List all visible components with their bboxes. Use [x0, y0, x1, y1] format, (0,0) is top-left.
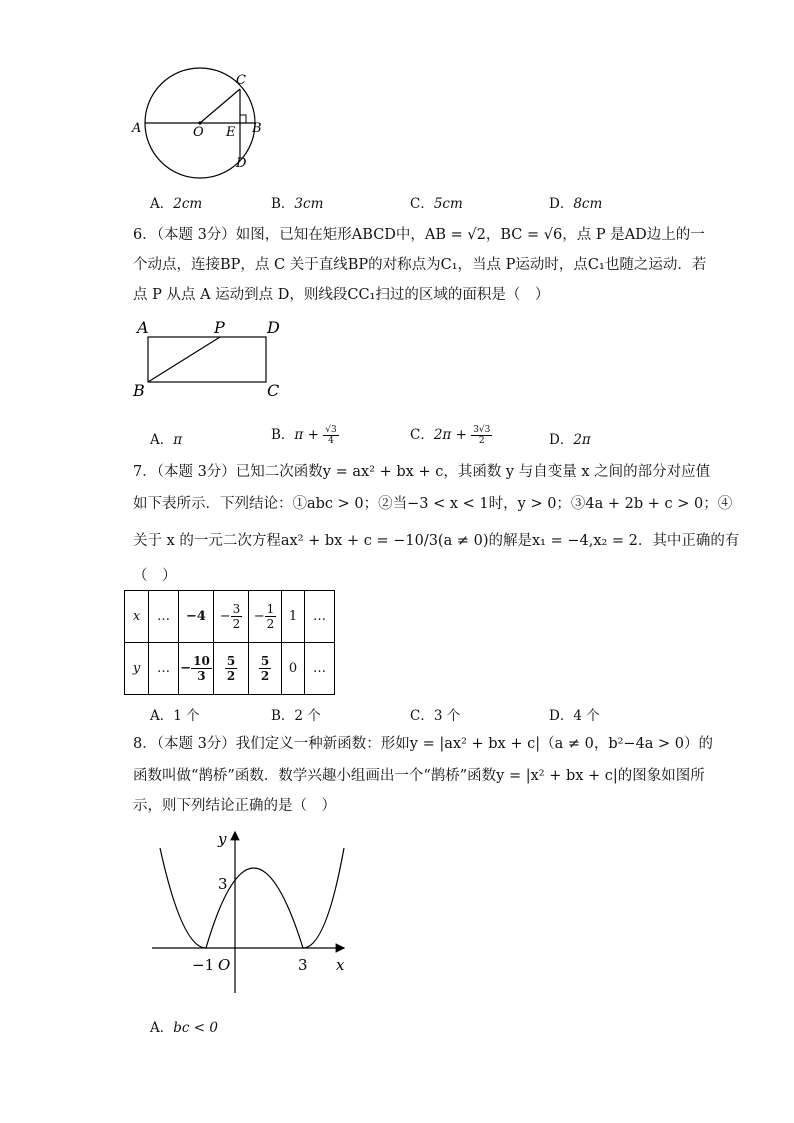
cell: −4 [179, 591, 214, 643]
q7-text-line-4: （ ） [133, 568, 177, 584]
label-c: C [267, 381, 280, 400]
rectangle-abcd [148, 337, 266, 382]
q6-option-d[interactable]: D．2π [549, 432, 591, 448]
q7-text-line-3: 关于 x 的一元二次方程ax² + bx + c = −10/3(a ≠ 0)的解是x₁ = −4,x₂ = 2．其中正确的有 [133, 533, 740, 549]
label-e: E [226, 125, 236, 140]
q8-text-line-3: 示，则下列结论正确的是（ ） [133, 798, 336, 814]
label-d: D [267, 318, 280, 337]
q5-circle-figure [130, 64, 270, 184]
q5-option-a[interactable]: A．2cm [150, 196, 203, 212]
left-branch [160, 848, 206, 948]
tick-label-y3: 3 [218, 875, 228, 893]
q8-text-line-1: 8．（本题 3分）我们定义一种新函数：形如y = |ax² + bx + c|（a ≠ 0，b²−4a > 0）的 [133, 736, 714, 752]
table-row-x [125, 591, 335, 643]
q8-option-a[interactable]: A．bc < 0 [150, 1020, 218, 1036]
q6-text-line-3: 点 P 从点 A 运动到点 D，则线段CC₁扫过的区域的面积是（ ） [133, 287, 550, 303]
segment-bp [148, 337, 220, 382]
label-a: A [132, 121, 142, 136]
q7-option-d[interactable]: D．4 个 [549, 708, 600, 724]
q6-option-c[interactable]: C．2π + $\frac{3√3}{2}$ [410, 425, 491, 446]
q7-text-line-1: 7．（本题 3分）已知二次函数y = ax² + bx + c，其函数 y 与自变量 x 之间的部分对应值 [133, 464, 711, 480]
cell: … [305, 591, 335, 643]
cell-y-head: y [125, 643, 149, 695]
cell: $\frac{5}{2}$ [249, 643, 282, 695]
radius-oc [200, 89, 240, 123]
label-o: O [193, 125, 204, 140]
tick-label-neg1: −1 [192, 956, 215, 974]
q7-option-a[interactable]: A．1 个 [150, 708, 200, 724]
table-row-y [125, 643, 335, 695]
q5-option-b[interactable]: B．3cm [271, 196, 324, 212]
origin-label: O [218, 956, 231, 974]
q6-text-line-2: 个动点，连接BP，点 C 关于直线BP的对称点为C₁，当点 P运动时，点C₁也随之运动．若 [133, 257, 707, 273]
label-c: C [236, 73, 246, 88]
cell: − $\frac{1}{2}$ [249, 591, 282, 643]
q8-text-line-2: 函数叫做“鹊桥”函数．数学兴趣小组画出一个“鹊桥”函数y = |x² + bx + c|的图象如图所 [133, 768, 705, 784]
label-b: B [252, 121, 262, 136]
q7-text-line-2: 如下表所示．下列结论：①abc > 0；②当−3 < x < 1时，y > 0；③4a + 2b + c > 0；④ [133, 496, 733, 512]
q6-text-line-1: 6．（本题 3分）如图，已知在矩形ABCD中，AB = √2，BC = √6，点 P 是AD边上的一 [133, 227, 705, 243]
label-d: D [236, 156, 247, 171]
y-axis-label: y [218, 830, 227, 848]
cell: 1 [282, 591, 305, 643]
right-branch [303, 848, 344, 948]
cell: … [149, 643, 179, 695]
cell-x-head: x [125, 591, 149, 643]
x-axis-label: x [336, 956, 345, 974]
q7-option-b[interactable]: B．2 个 [271, 708, 321, 724]
right-angle-mark [240, 115, 246, 123]
cell: − $\frac{3}{2}$ [214, 591, 249, 643]
cell: $\frac{5}{2}$ [214, 643, 249, 695]
cell: − $\frac{10}{3}$ [179, 643, 214, 695]
q6-option-a[interactable]: A．π [150, 432, 183, 448]
q5-option-c[interactable]: C．5cm [410, 196, 463, 212]
q7-value-table [124, 590, 335, 695]
q8-function-graph [148, 828, 358, 998]
q6-option-b[interactable]: B．π + $\frac{√3}{4}$ [271, 425, 337, 446]
cell: … [305, 643, 335, 695]
tick-label-3: 3 [298, 956, 308, 974]
cell: … [149, 591, 179, 643]
q5-option-d[interactable]: D．8cm [549, 196, 603, 212]
cell: 0 [282, 643, 305, 695]
label-p: P [214, 318, 225, 337]
q7-option-c[interactable]: C．3 个 [410, 708, 461, 724]
label-b: B [133, 381, 145, 400]
q6-rectangle-figure [128, 316, 298, 402]
label-a: A [137, 318, 149, 337]
